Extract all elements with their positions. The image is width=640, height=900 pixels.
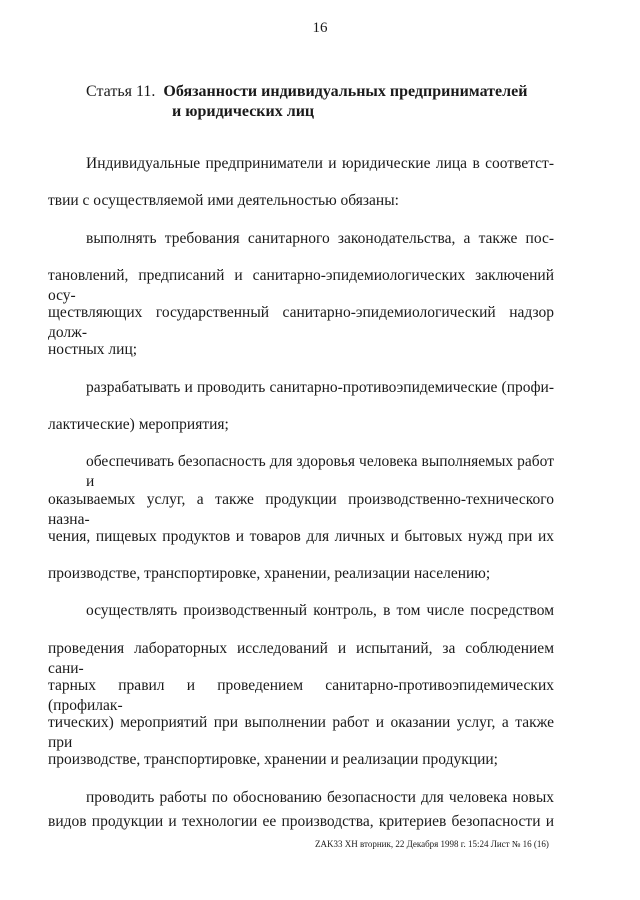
body-line: выполнять требования санитарного законодательства, а также пос- xyxy=(86,230,554,247)
body-line: ществляющих государственный санитарно-эпидемиологический надзор долж- xyxy=(48,304,554,341)
body-line: производстве, транспортировке, хранении, реализации населению; xyxy=(48,565,491,582)
body-line: обеспечивать безопасность для здоровья человека выполняемых работ и xyxy=(86,453,554,490)
body-line: Индивидуальные предприниматели и юридические лица в соответст- xyxy=(86,155,554,172)
body-line: чения, пищевых продуктов и товаров для личных и бытовых нужд при их xyxy=(48,528,554,545)
body-line: видов продукции и технологии ее производства, критериев безопасности и xyxy=(48,813,554,830)
body-line: разрабатывать и проводить санитарно-противоэпидемические (профи- xyxy=(86,379,554,396)
body-line: тановлений, предписаний и санитарно-эпидемиологических заключений осу- xyxy=(48,267,554,304)
body-line: тических) мероприятий при выполнении работ и оказании услуг, а также при xyxy=(48,714,554,751)
body-line: лактические) мероприятия; xyxy=(48,416,229,433)
body-line: осуществлять производственный контроль, в том числе посредством xyxy=(86,602,554,619)
body-line: твии с осуществляемой ими деятельностью обязаны: xyxy=(48,192,399,209)
document-footer: ZAK33 XH вторник, 22 Декабря 1998 г. 15:24 Лист № 16 (16) xyxy=(315,839,549,849)
page-number: 16 xyxy=(312,20,328,36)
article-title-line-2: и юридических лиц xyxy=(172,103,315,120)
body-line: производстве, транспортировке, хранении и реализации продукции; xyxy=(48,751,498,768)
body-line: оказываемых услуг, а также продукции производственно-технического назна- xyxy=(48,491,554,528)
body-line: проводить работы по обоснованию безопасности для человека новых xyxy=(86,789,554,806)
article-prefix: Статья 11. xyxy=(86,83,156,100)
article-title-line-1: Обязанности индивидуальных предпринимателей xyxy=(163,83,528,100)
body-line: тарных правил и проведением санитарно-противоэпидемических (профилак- xyxy=(48,677,554,714)
body-line: проведения лабораторных исследований и испытаний, за соблюдением сани- xyxy=(48,640,554,677)
article-heading xyxy=(86,82,527,122)
body-line: ностных лиц; xyxy=(48,341,138,358)
